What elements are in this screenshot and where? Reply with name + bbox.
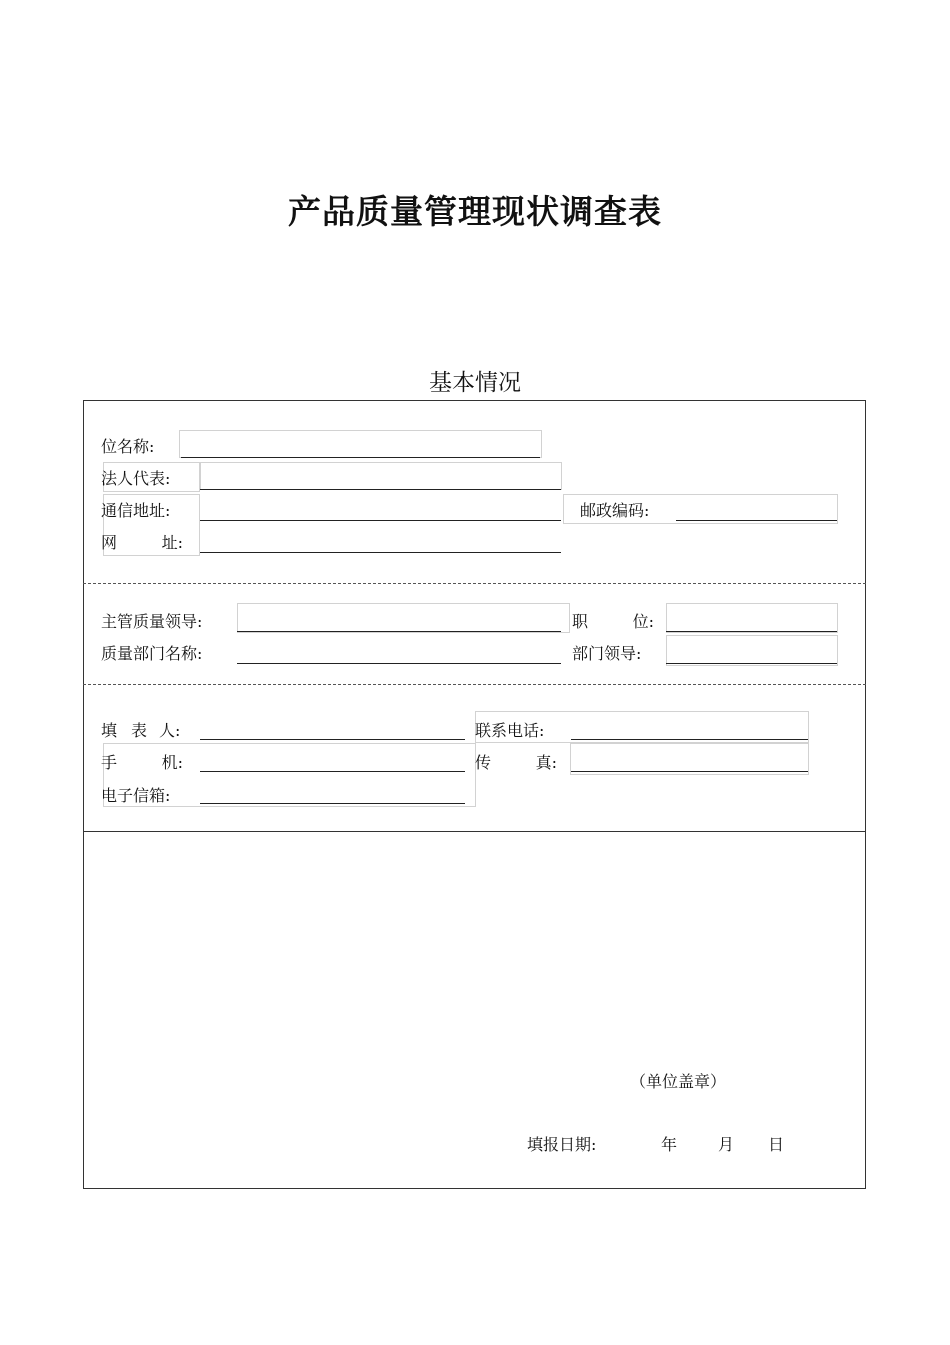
mobile-label-part-2: 机: [161, 753, 183, 772]
postcode-label: 邮政编码: [580, 501, 650, 520]
email-field[interactable] [200, 803, 465, 804]
fax-field[interactable] [571, 771, 808, 772]
unit-name-field[interactable] [181, 457, 540, 458]
website-label [101, 533, 183, 553]
legal-rep-box [200, 462, 562, 490]
website-field[interactable] [200, 552, 561, 553]
date-label: 填报日期: [527, 1135, 597, 1154]
section-divider-3 [83, 831, 866, 832]
seal-text: （单位盖章） [630, 1072, 727, 1091]
fax-label-part-2: 真: [535, 753, 557, 772]
quality-dept-field[interactable] [237, 663, 561, 664]
legal-rep-field[interactable] [200, 489, 561, 490]
dept-leader-field[interactable] [666, 663, 837, 664]
date-month: 月 [718, 1135, 735, 1154]
position-label-part-2: 位: [632, 612, 654, 631]
unit-name-box [179, 430, 542, 458]
dept-leader-box [666, 635, 838, 666]
filler-label-part-1: 填 [101, 721, 118, 740]
filler-field[interactable] [200, 739, 465, 740]
section-divider-1 [83, 583, 866, 584]
mobile-label-part-1: 手 [101, 753, 118, 772]
mobile-label [101, 753, 183, 773]
website-label-part-2: 址: [161, 533, 183, 552]
address-field[interactable] [200, 520, 561, 521]
position-field[interactable] [666, 631, 837, 632]
date-day: 日 [768, 1135, 785, 1154]
quality-leader-field[interactable] [237, 631, 561, 632]
contact-phone-label: 联系电话: [475, 721, 545, 740]
quality-leader-label: 主管质量领导: [101, 612, 203, 631]
position-box [666, 603, 838, 633]
fax-label [475, 753, 557, 773]
position-label-part-1: 职 [572, 612, 589, 631]
address-label: 通信地址: [101, 501, 171, 520]
contact-phone-field[interactable] [571, 739, 808, 740]
legal-rep-label: 法人代表: [101, 469, 171, 488]
filler-label-part-2: 表 [131, 721, 148, 740]
date-year: 年 [661, 1135, 678, 1154]
quality-dept-label: 质量部门名称: [101, 644, 203, 663]
unit-name-label: 位名称: [101, 437, 155, 456]
dept-leader-label: 部门领导: [572, 644, 642, 663]
website-label-part-1: 网 [101, 533, 118, 552]
quality-leader-box [237, 603, 570, 633]
email-label: 电子信箱: [101, 786, 171, 805]
section-title: 基本情况 [429, 370, 521, 396]
mobile-field[interactable] [200, 771, 465, 772]
position-label [572, 612, 654, 632]
fax-label-part-1: 传 [475, 753, 492, 772]
document-title: 产品质量管理现状调查表 [288, 192, 662, 231]
postcode-field[interactable] [676, 520, 837, 521]
section-divider-2 [83, 684, 866, 685]
filler-label-part-3: 人: [159, 721, 181, 740]
